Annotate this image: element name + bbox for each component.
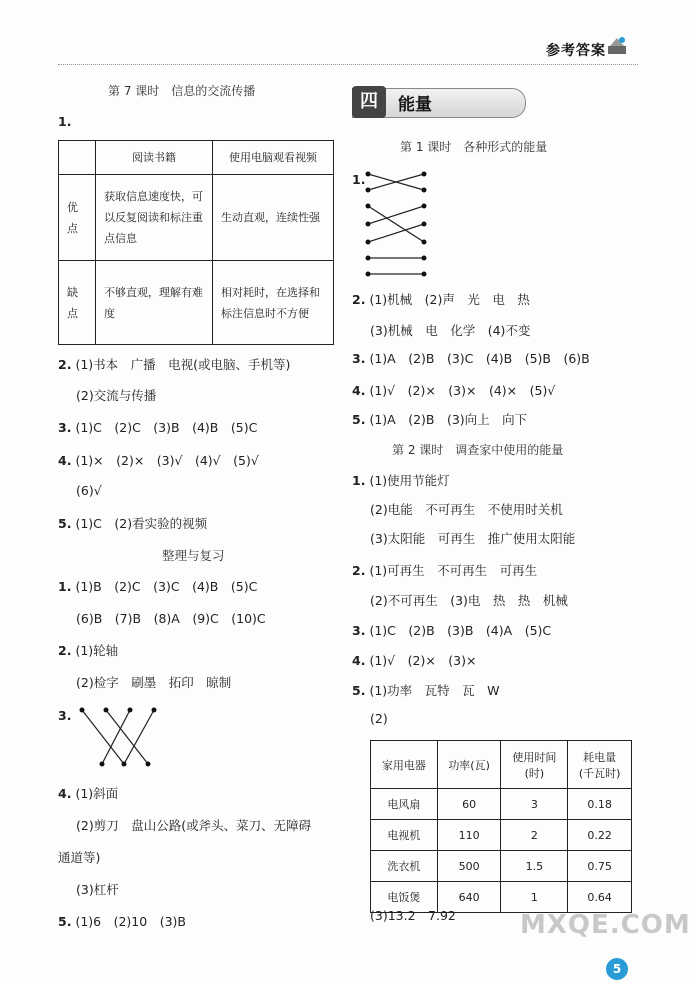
lesson1-title: 第 1 课时 各种形式的能量 (400, 140, 548, 154)
table-row: 电视机 110 2 0.22 (371, 820, 632, 851)
answer-line: (2) (370, 711, 388, 726)
answer-line: (2)剪刀 盘山公路(或斧头、菜刀、无障碍 (76, 818, 312, 833)
table-cell: 获取信息速度快，可以反复阅读和标注重点信息 (96, 175, 213, 261)
answer-line: (3)机械 电 化学 (4)不变 (370, 323, 531, 338)
answer-line: 4. (1)√ (2)× (3)× (4)× (5)√ (352, 383, 556, 398)
answer-line: (3)13.2 7.92 (370, 908, 456, 923)
matching-diagram-energy (360, 166, 436, 280)
answer-line: 2. (1)轮轴 (58, 643, 119, 658)
answer-line: 3. (1)C (2)B (3)B (4)A (5)C (352, 623, 552, 638)
answer-line: 5. (1)A (2)B (3)向上 向下 (352, 412, 528, 427)
table-row: 电风扇 60 3 0.18 (371, 789, 632, 820)
answer-line: (2)电能 不可再生 不使用时关机 (370, 502, 563, 517)
answer-line: 2. (1)机械 (2)声 光 电 热 (352, 292, 530, 307)
answer-line: 5. (1)功率 瓦特 瓦 W (352, 683, 500, 698)
answer-line: 2. (1)书本 广播 电视(或电脑、手机等) (58, 357, 291, 372)
table-header: 家用电器 (371, 741, 438, 789)
table-row-label-disadv: 缺点 (59, 261, 96, 345)
answer-line: (3)太阳能 可再生 推广使用太阳能 (370, 531, 576, 546)
table-row-label-adv: 优点 (59, 175, 96, 261)
comparison-table (58, 140, 334, 345)
table-cell: 不够直观，理解有难度 (96, 261, 213, 345)
answer-line: 通道等) (58, 850, 101, 865)
page-number: 5 (606, 958, 628, 980)
answer-line: 1. (1)B (2)C (3)C (4)B (5)C (58, 579, 258, 594)
answer-line: (2)不可再生 (3)电 热 热 机械 (370, 593, 568, 608)
lesson2-title: 第 2 课时 调查家中使用的能量 (392, 443, 564, 457)
page-header-title: 参考答案 (546, 43, 606, 59)
answer-line: 3. (1)C (2)C (3)B (4)B (5)C (58, 420, 258, 435)
answer-line: 4. (1)√ (2)× (3)× (352, 653, 477, 668)
unit-title: 能量 (398, 95, 432, 115)
q1-label: 1. (58, 114, 72, 129)
table-header-video: 使用电脑观看视频 (213, 141, 334, 175)
answer-number: 1. (352, 172, 366, 187)
answer-line: (2)交流与传播 (76, 388, 157, 403)
watermark-text: MXQE.COM (520, 910, 691, 940)
answer-line: (6)√ (76, 483, 102, 498)
energy-table (370, 740, 632, 913)
matching-diagram-review (76, 702, 176, 772)
answer-line: (3)杠杆 (76, 882, 119, 897)
table-header-reading: 阅读书籍 (96, 141, 213, 175)
answer-line: 5. (1)C (2)看实验的视频 (58, 516, 208, 531)
answer-line: 1. (1)使用节能灯 (352, 473, 450, 488)
answer-line: 2. (1)可再生 不可再生 可再生 (352, 563, 538, 578)
answer-line: 5. (1)6 (2)10 (3)B (58, 914, 186, 929)
header-divider (58, 64, 638, 65)
table-header: 耗电量 (千瓦时) (568, 741, 632, 789)
answer-line: 3. (1)A (2)B (3)C (4)B (5)B (6)B (352, 351, 590, 366)
table-header: 使用时间 (时) (501, 741, 568, 789)
table-cell: 相对耗时，在选择和标注信息时不方便 (213, 261, 334, 345)
table-cell: 生动直观，连续性强 (213, 175, 334, 261)
table-header: 功率(瓦) (437, 741, 501, 789)
answer-line: 4. (1)× (2)× (3)√ (4)√ (5)√ (58, 453, 259, 468)
answer-line: (6)B (7)B (8)A (9)C (10)C (76, 611, 266, 626)
table-row: 洗衣机 500 1.5 0.75 (371, 851, 632, 882)
review-title: 整理与复习 (162, 548, 225, 563)
answer-number: 3. (58, 708, 72, 723)
table-corner (59, 141, 96, 175)
unit-badge: 四 (352, 86, 386, 118)
answer-line: (2)检字 刷墨 拓印 晾制 (76, 675, 232, 690)
answer-line: 4. (1)斜面 (58, 786, 119, 801)
table-row: 电饭煲 640 1 0.64 (371, 882, 632, 913)
lesson7-title: 第 7 课时 信息的交流传播 (108, 84, 256, 98)
book-logo-icon (606, 34, 628, 56)
